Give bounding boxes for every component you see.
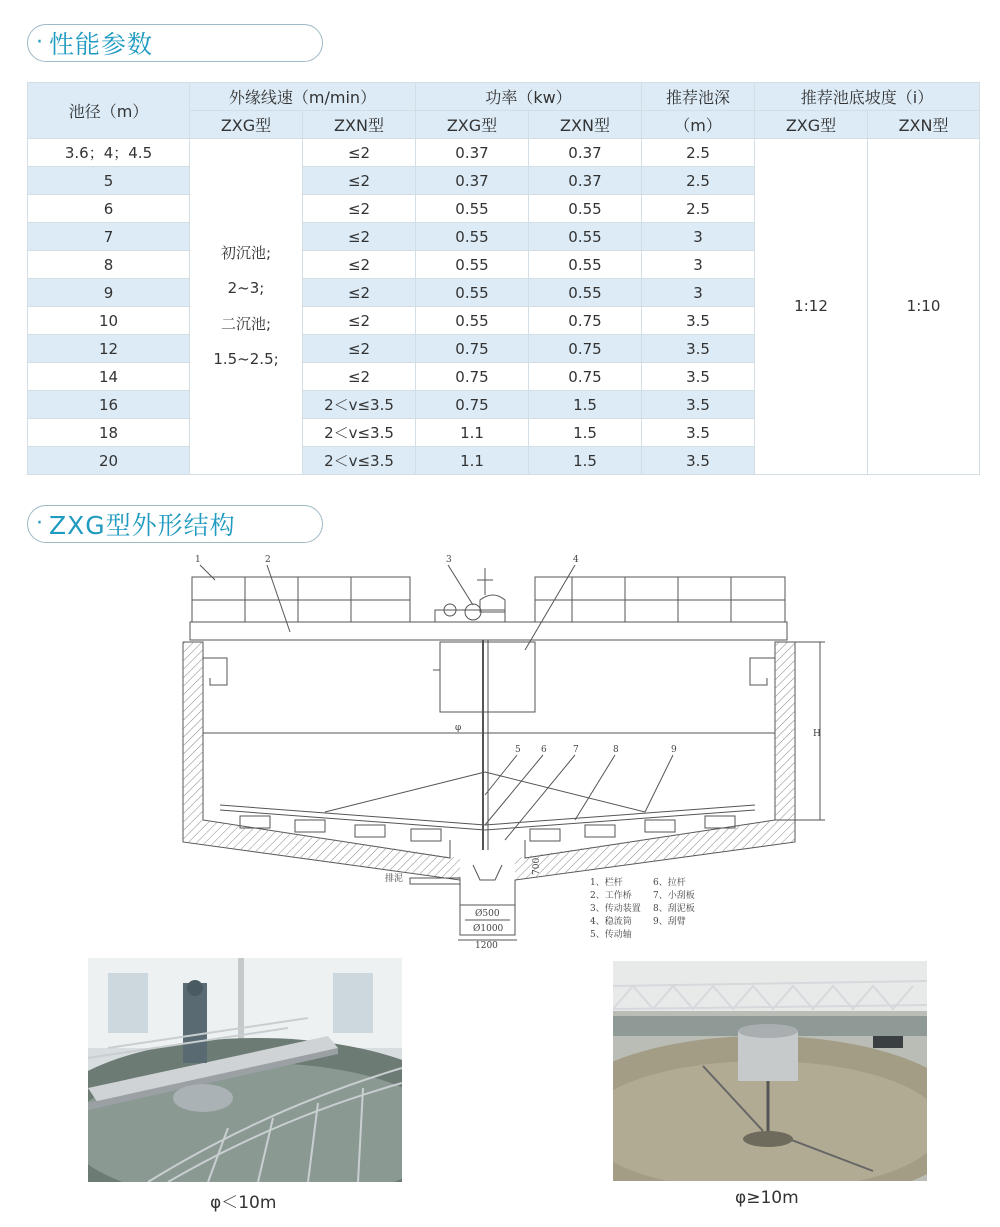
cell-power-zxg: 0.55	[416, 279, 529, 307]
cell-power-zxg: 0.55	[416, 251, 529, 279]
header-edge-speed: 外缘线速（m/min）	[190, 83, 416, 111]
cell-power-zxn: 0.37	[529, 139, 642, 167]
cell-diameter: 12	[28, 335, 190, 363]
cell-power-zxg: 0.37	[416, 167, 529, 195]
drive-unit	[435, 568, 505, 622]
height-label: H	[813, 729, 821, 739]
cell-power-zxg: 1.1	[416, 419, 529, 447]
photo-small-clarifier	[88, 958, 402, 1182]
zxg-speed-line: 二沉池;	[220, 314, 272, 333]
bullet: ·	[36, 30, 43, 55]
cell-zxn-speed: 2＜v≤3.5	[303, 419, 416, 447]
cell-power-zxn: 0.75	[529, 335, 642, 363]
cell-depth: 3.5	[642, 391, 755, 419]
caption-small: φ＜10m	[210, 1193, 277, 1213]
weir-left	[203, 658, 227, 685]
callout-2: 2	[265, 555, 271, 565]
callout-3: 3	[446, 555, 452, 565]
header-slope-zxn: ZXN型	[868, 111, 980, 139]
callout-8: 8	[613, 745, 619, 755]
header-slope: 推荐池底坡度（i）	[755, 83, 980, 111]
cell-power-zxg: 1.1	[416, 447, 529, 475]
railing-left	[192, 577, 410, 622]
cell-power-zxn: 0.75	[529, 363, 642, 391]
cell-power-zxn: 0.55	[529, 195, 642, 223]
cell-power-zxn: 0.75	[529, 307, 642, 335]
table-row	[28, 139, 980, 167]
dim-500: Ø500	[475, 909, 500, 919]
cell-depth: 3	[642, 223, 755, 251]
callout-1: 1	[195, 555, 201, 565]
cell-zxn-speed: ≤2	[303, 279, 416, 307]
cell-power-zxn: 1.5	[529, 447, 642, 475]
header-depth: 推荐池深	[642, 83, 755, 111]
cell-zxn-speed: ≤2	[303, 223, 416, 251]
cell-power-zxg: 0.75	[416, 335, 529, 363]
cell-slope-zxg: 1:12	[755, 139, 868, 475]
cell-power-zxg: 0.55	[416, 195, 529, 223]
cell-diameter: 5	[28, 167, 190, 195]
cell-depth: 3.5	[642, 307, 755, 335]
cell-zxn-speed: ≤2	[303, 167, 416, 195]
header-speed-zxg: ZXG型	[190, 111, 303, 139]
params-table-body	[28, 139, 980, 475]
cell-zxn-speed: ≤2	[303, 139, 416, 167]
callout-7: 7	[573, 745, 579, 755]
legend-item: 1、栏杆	[590, 878, 623, 888]
photo-large-clarifier	[613, 961, 927, 1181]
header-diameter: 池径（m）	[28, 83, 190, 139]
params-table	[27, 82, 980, 475]
dim-1200: 1200	[475, 941, 498, 950]
depth-700-label: 700	[532, 857, 542, 875]
legend-item: 8、刮泥板	[653, 904, 695, 914]
cell-diameter: 8	[28, 251, 190, 279]
structure-title: ZXG型外形结构	[49, 511, 236, 540]
params-title: 性能参数	[49, 30, 154, 59]
cell-diameter: 18	[28, 419, 190, 447]
cell-power-zxg: 0.75	[416, 363, 529, 391]
bullet: ·	[36, 511, 43, 536]
cell-depth: 3	[642, 251, 755, 279]
legend-item: 3、传动装置	[590, 904, 641, 914]
cell-depth: 2.5	[642, 139, 755, 167]
sludge-label: 排泥	[385, 874, 404, 884]
scraper-arm-left	[220, 805, 485, 825]
cell-zxn-speed: ≤2	[303, 307, 416, 335]
callout-4: 4	[573, 555, 579, 565]
cell-diameter: 16	[28, 391, 190, 419]
cell-depth: 2.5	[642, 195, 755, 223]
dim-1000: Ø1000	[473, 924, 504, 934]
callout-6: 6	[541, 745, 547, 755]
cell-power-zxg: 0.55	[416, 223, 529, 251]
section-title-params	[27, 24, 323, 62]
cell-zxn-speed: ≤2	[303, 195, 416, 223]
cell-depth: 3	[642, 279, 755, 307]
legend-item: 2、工作桥	[590, 891, 632, 901]
cell-zxn-speed: 2＜v≤3.5	[303, 447, 416, 475]
callout-5: 5	[515, 745, 521, 755]
cell-power-zxn: 1.5	[529, 419, 642, 447]
zxg-structure-diagram	[175, 550, 830, 950]
legend-item: 5、传动轴	[590, 930, 632, 940]
cell-depth: 3.5	[642, 363, 755, 391]
cell-diameter: 3.6；4；4.5	[28, 139, 190, 167]
cell-diameter: 9	[28, 279, 190, 307]
callout-9: 9	[671, 745, 677, 755]
cell-diameter: 14	[28, 363, 190, 391]
tank-outer	[183, 642, 795, 935]
cell-diameter: 6	[28, 195, 190, 223]
cell-depth: 3.5	[642, 335, 755, 363]
caption-large: φ≥10m	[735, 1188, 799, 1208]
header-power: 功率（kw）	[416, 83, 642, 111]
legend-item: 6、拉杆	[653, 878, 686, 888]
cell-power-zxg: 0.75	[416, 391, 529, 419]
cell-diameter: 7	[28, 223, 190, 251]
cell-power-zxn: 0.37	[529, 167, 642, 195]
work-bridge	[190, 622, 787, 640]
zxg-speed-line: 2~3;	[227, 279, 265, 298]
header-power-zxg: ZXG型	[416, 111, 529, 139]
cell-power-zxn: 1.5	[529, 391, 642, 419]
cell-depth: 3.5	[642, 419, 755, 447]
legend-item: 4、稳流筒	[590, 917, 632, 927]
cell-slope-zxn: 1:10	[868, 139, 980, 475]
cell-depth: 3.5	[642, 447, 755, 475]
cell-power-zxn: 0.55	[529, 251, 642, 279]
cell-zxn-speed: 2＜v≤3.5	[303, 391, 416, 419]
cell-zxg-speed	[190, 139, 303, 475]
cell-power-zxn: 0.55	[529, 223, 642, 251]
cell-diameter: 10	[28, 307, 190, 335]
cell-power-zxg: 0.55	[416, 307, 529, 335]
phi-label: φ	[455, 723, 462, 733]
legend-item: 9、刮臂	[653, 917, 686, 927]
header-slope-zxg: ZXG型	[755, 111, 868, 139]
cell-zxn-speed: ≤2	[303, 335, 416, 363]
railing-right	[535, 577, 785, 622]
cell-diameter: 20	[28, 447, 190, 475]
cell-power-zxg: 0.37	[416, 139, 529, 167]
cell-power-zxn: 0.55	[529, 279, 642, 307]
cell-depth: 2.5	[642, 167, 755, 195]
header-speed-zxn: ZXN型	[303, 111, 416, 139]
legend-item: 7、小刮板	[653, 891, 695, 901]
zxg-speed-line: 1.5~2.5;	[213, 349, 279, 368]
section-title-structure	[27, 505, 323, 543]
tie-rod-right	[485, 772, 645, 812]
cell-zxn-speed: ≤2	[303, 363, 416, 391]
tie-rod-left	[325, 772, 485, 812]
sludge-hopper	[473, 865, 502, 880]
zxg-speed-line: 初沉池;	[220, 244, 272, 262]
header-depth-unit: （m）	[642, 111, 755, 139]
header-power-zxn: ZXN型	[529, 111, 642, 139]
cell-zxn-speed: ≤2	[303, 251, 416, 279]
